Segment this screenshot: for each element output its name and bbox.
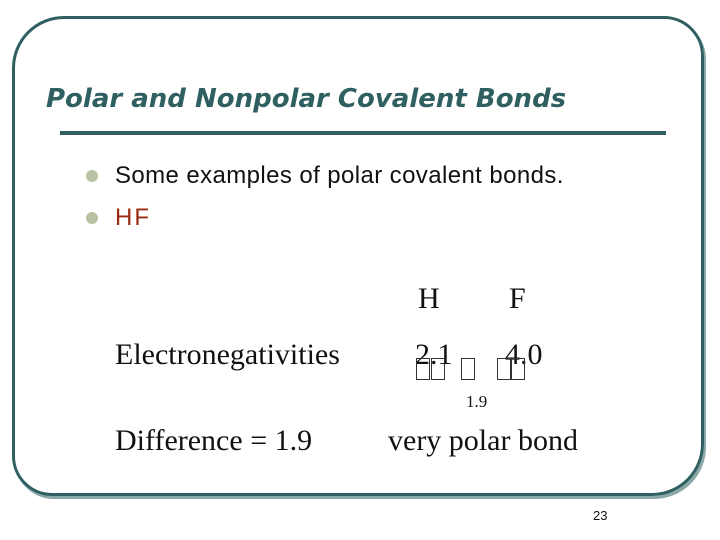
h-electronegativity-value: 2.1 bbox=[415, 338, 453, 371]
bond-description: very polar bond bbox=[388, 424, 578, 457]
bullet-text: Some examples of polar covalent bonds. bbox=[115, 162, 564, 189]
missing-glyph-icon bbox=[497, 358, 511, 380]
bullet-dot-icon bbox=[86, 170, 98, 182]
f-electronegativity-value: 4.0 bbox=[505, 338, 543, 371]
page-number: 23 bbox=[593, 508, 608, 523]
missing-glyph-icon bbox=[511, 358, 525, 380]
element-h-label: H bbox=[418, 282, 440, 315]
missing-glyph-icon bbox=[431, 358, 445, 380]
difference-expression: Difference = 1.9 bbox=[115, 424, 313, 457]
delta-value: 1.9 bbox=[466, 392, 488, 411]
element-f-label: F bbox=[509, 282, 526, 315]
bullet-text-hf: HF bbox=[115, 204, 151, 231]
electronegativities-label: Electronegativities bbox=[115, 338, 340, 371]
missing-glyph-icon bbox=[461, 358, 475, 380]
missing-glyph-icon bbox=[416, 358, 430, 380]
slide-title: Polar and Nonpolar Covalent Bonds bbox=[46, 84, 567, 114]
title-underline bbox=[60, 131, 666, 135]
bullet-dot-icon bbox=[86, 212, 98, 224]
